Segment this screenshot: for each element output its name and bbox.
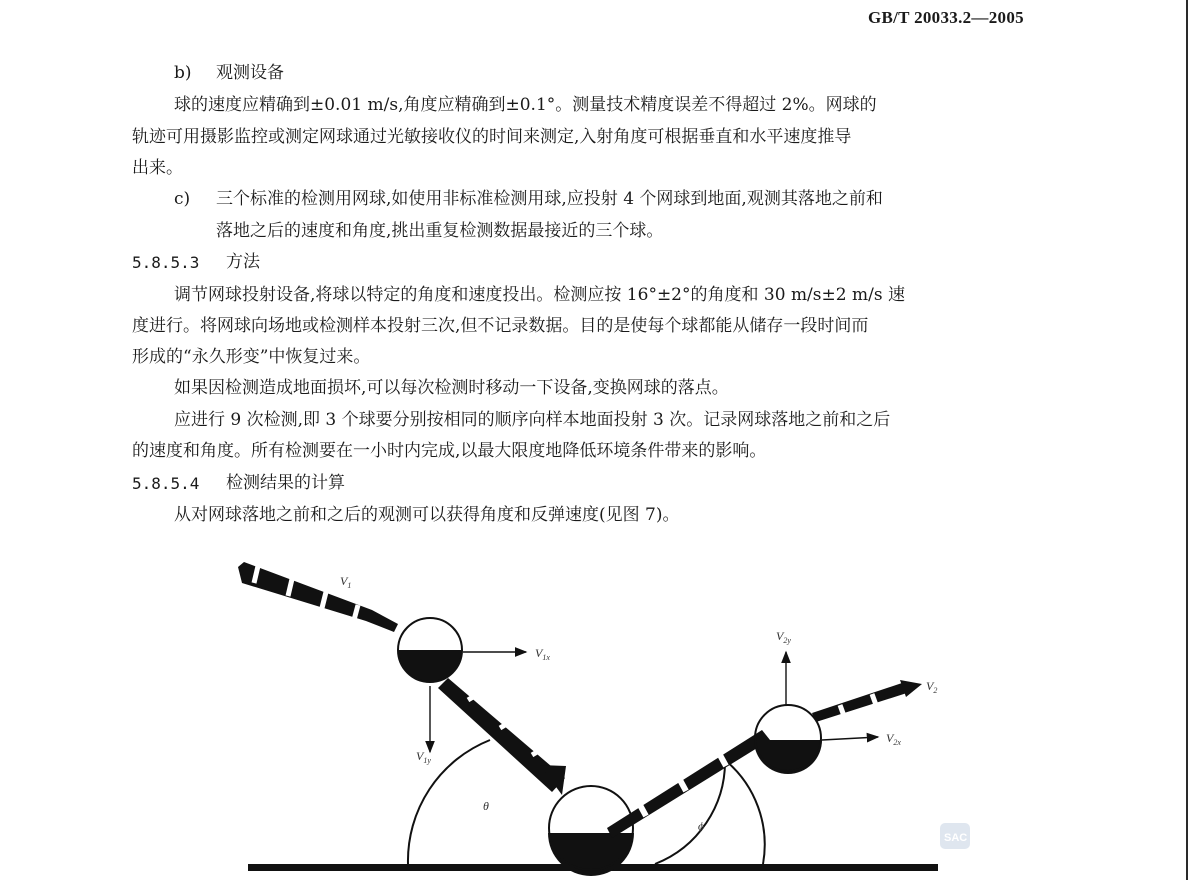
outgoing-ball [754, 740, 822, 774]
exit-arrowhead [900, 680, 922, 697]
incoming-ball [398, 650, 462, 682]
item-b-marker: b) [174, 63, 192, 83]
item-c-line1: 三个标准的检测用网球,如使用非标准检测用球,应投射 4 个网球到地面,观测其落地之前和 [216, 189, 883, 209]
section-5853-p2: 如果因检测造成地面损坏,可以每次检测时移动一下设备,变换网球的落点。 [174, 378, 729, 398]
v2x-label: $V_{2x}$ [886, 731, 901, 747]
exit-trajectory-band [812, 682, 910, 722]
section-5854-p1: 从对网球落地之前和之后的观测可以获得角度和反弹速度(见图 7)。 [174, 505, 680, 525]
item-b-line1: 球的速度应精确到±0.01 m/s,角度应精确到±0.1°。测量技术精度误差不得超过 2%。网球的 [174, 95, 877, 115]
section-5854-number: 5.8.5.4 [132, 474, 200, 493]
descending-trajectory-band [438, 678, 565, 792]
item-b-title: 观测设备 [216, 63, 284, 83]
phi-label: ϕ [698, 819, 705, 833]
item-c-marker: c) [174, 189, 191, 209]
watermark-text: SAC [944, 832, 968, 844]
phi-arc-right [725, 760, 765, 864]
v2-label: $V_2$ [926, 679, 938, 695]
item-b-line3: 出来。 [132, 158, 183, 178]
section-5853-p3-line1: 应进行 9 次检测,即 3 个球要分别按相同的顺序向样本地面投射 3 次。记录网球落地之前和之后 [174, 410, 891, 430]
item-b-line2: 轨迹可用摄影监控或测定网球通过光敏接收仪的时间来测定,入射角度可根据垂直和水平速度推导 [132, 127, 852, 147]
section-5854-title: 检测结果的计算 [226, 473, 345, 493]
v2x-arrow [822, 737, 878, 740]
section-5853-p1-line2: 度进行。将网球向场地或检测样本投射三次,但不记录数据。目的是使每个球都能从储存一段时间而 [132, 316, 869, 336]
section-5853-title: 方法 [226, 252, 260, 272]
standard-code: GB/T 20033.2—2005 [868, 8, 1024, 27]
theta-label: θ [483, 799, 489, 813]
section-5853-p1-line3: 形成的“永久形变”中恢复过来。 [132, 347, 371, 367]
item-c-line2: 落地之后的速度和角度,挑出重复检测数据最接近的三个球。 [216, 221, 664, 241]
v1-label: $V_1$ [340, 574, 352, 590]
section-5853-p3-line2: 的速度和角度。所有检测要在一小时内完成,以最大限度地降低环境条件带来的影响。 [132, 441, 767, 461]
v1x-label: $V_{1x}$ [535, 646, 550, 662]
v2y-label: $V_{2y}$ [776, 629, 791, 645]
section-5853-number: 5.8.5.3 [132, 253, 200, 272]
v1y-label: $V_{1y}$ [416, 749, 431, 765]
section-5853-p1-line1: 调节网球投射设备,将球以特定的角度和速度投出。检测应按 16°±2°的角度和 30 m/s±2 m/s 速 [174, 285, 905, 305]
incoming-trajectory-band [238, 562, 398, 632]
